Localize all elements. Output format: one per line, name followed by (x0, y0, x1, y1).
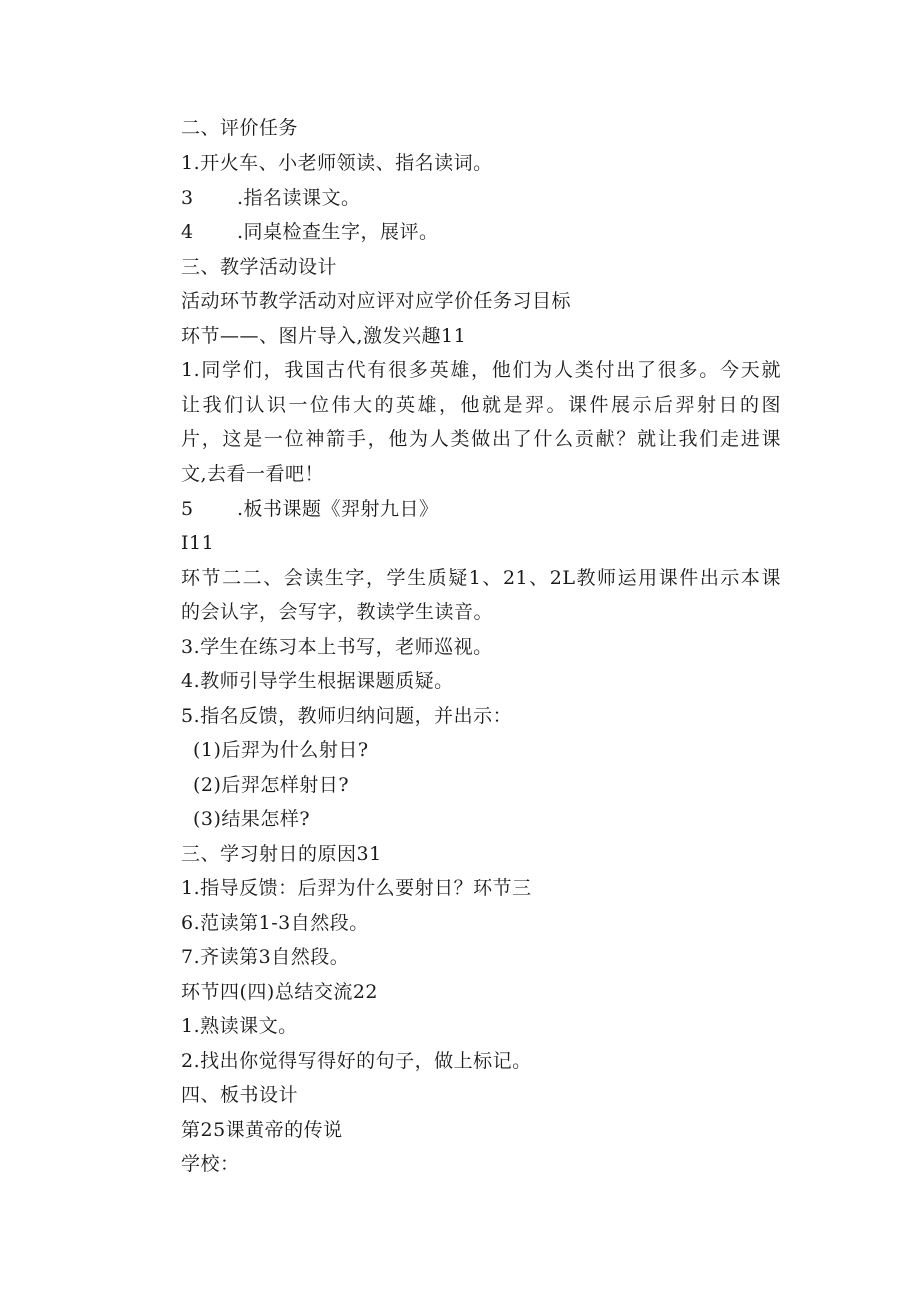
paragraph-line: 环节二二、会读生字，学生质疑1、21、2L教师运用课件出示本课 (181, 567, 781, 589)
text-line: 4.教师引导学生根据课题质疑。 (181, 670, 454, 692)
paragraph-line: 文,去看一看吧！ (181, 463, 325, 485)
item-number: 5 (181, 498, 194, 520)
item-text: .板书课题《羿射九日》 (237, 498, 439, 520)
section-heading-activity-design: 三、教学活动设计 (181, 256, 338, 278)
text-line: 2.找出你觉得写得好的句子，做上标记。 (181, 1050, 532, 1072)
section-heading-evaluation: 二、评价任务 (181, 117, 299, 139)
segment-heading: 环节四(四)总结交流22 (181, 981, 379, 1003)
item-text: .指名读课文。 (237, 187, 361, 209)
text-line: 7.齐读第3自然段。 (181, 946, 350, 968)
text-line: 3.学生在练习本上书写，老师巡视。 (181, 636, 493, 658)
table-header-text: 活动环节教学活动对应评对应学价任务习目标 (181, 290, 572, 312)
question-item: (2)后羿怎样射日? (193, 774, 350, 796)
section-heading-board-design: 四、板书设计 (181, 1084, 299, 1106)
question-item: (3)结果怎样? (193, 808, 311, 830)
text-line: 学校： (181, 1153, 240, 1175)
paragraph-line: 的会认字，会写字，教读学生读音。 (181, 601, 494, 623)
numbered-item (181, 186, 781, 210)
text-line: 1.指导反馈：后羿为什么要射日？环节三 (181, 877, 532, 899)
question-item: (1)后羿为什么射日? (193, 739, 369, 761)
text-line: 第25课黄帝的传说 (181, 1119, 343, 1141)
item-number: 4 (181, 221, 194, 243)
text-line: I11 (181, 532, 215, 554)
text-line: 1.开火车、小老师领读、指名读词。 (181, 152, 493, 174)
segment-heading: 三、学习射日的原因31 (181, 843, 382, 865)
paragraph-line: 片，这是一位神箭手，他为人类做出了什么贡献？就让我们走进课 (181, 428, 781, 450)
numbered-item (181, 220, 781, 244)
text-line: 1.熟读课文。 (181, 1015, 298, 1037)
paragraph-line: 1.同学们，我国古代有很多英雄，他们为人类付出了很多。今天就 (181, 359, 781, 381)
paragraph-line: 让我们认识一位伟大的英雄，他就是羿。课件展示后羿射日的图 (181, 394, 781, 416)
segment-heading: 环节——、图片导入,激发兴趣11 (181, 325, 467, 347)
text-line: 5.指名反馈，教师归纳问题，并出示： (181, 705, 513, 727)
item-number: 3 (181, 187, 194, 209)
item-text: .同桌检查生字，展评。 (237, 221, 439, 243)
numbered-item (181, 497, 781, 521)
text-line: 6.范读第1-3自然段。 (181, 912, 369, 934)
